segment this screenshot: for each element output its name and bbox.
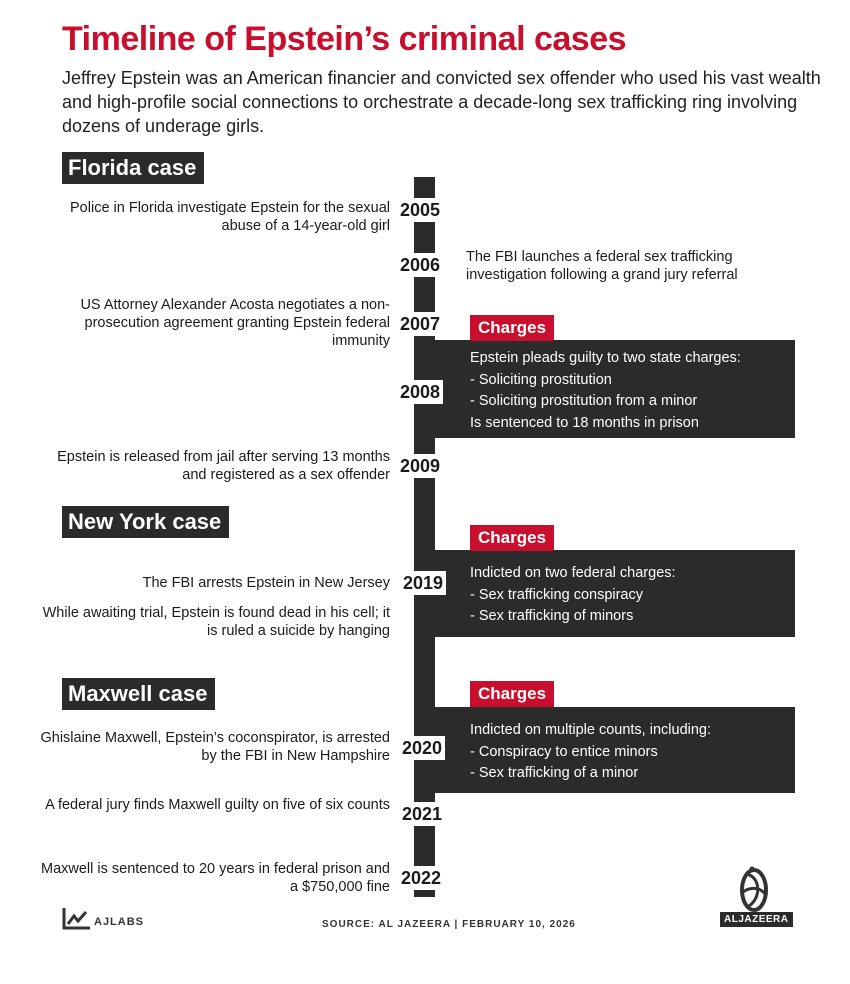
- charges-box-new-york: [422, 550, 795, 637]
- charges-line: Indicted on multiple counts, including:: [470, 722, 712, 738]
- year-label-2022: 2022: [398, 866, 444, 890]
- section-florida-case: Florida case: [62, 152, 204, 184]
- event-2022-text: Maxwell is sentenced to 20 years in federal prison and a $750,000 fine: [41, 861, 390, 895]
- section-new-york-case: New York case: [62, 506, 229, 538]
- event-2019-death-text: While awaiting trial, Epstein is found dead in his cell; it is ruled a suicide by hanging: [42, 605, 390, 639]
- bottom-margin: [0, 972, 850, 984]
- source-line: SOURCE: AL JAZEERA | FEBRUARY 10, 2026: [322, 919, 576, 930]
- aljazeera-brand: ALJAZEERA: [720, 912, 793, 927]
- event-2019-arrest-text: The FBI arrests Epstein in New Jersey: [142, 575, 390, 591]
- charges-tag-maxwell: Charges: [470, 681, 554, 707]
- charges-line: Indicted on two federal charges:: [470, 565, 676, 581]
- charges-tag-florida: Charges: [470, 315, 554, 341]
- section-maxwell-case: Maxwell case: [62, 678, 215, 710]
- charges-line: - Soliciting prostitution: [470, 371, 612, 388]
- aljazeera-logo-icon: [721, 864, 787, 914]
- year-label-2021: 2021: [399, 802, 445, 826]
- charges-line: - Sex trafficking of a minor: [470, 765, 639, 781]
- event-2007-text: US Attorney Alexander Acosta negotiates a non-prosecution agreement granting Epstein federal immunity: [80, 297, 390, 349]
- year-label-2007: 2007: [397, 312, 443, 336]
- year-label-2009: 2009: [397, 454, 443, 478]
- page-title: Timeline of Epstein’s criminal cases: [62, 20, 627, 58]
- charges-box-florida: [422, 340, 795, 438]
- ajlabs-logo-icon: [62, 906, 92, 930]
- charges-box-maxwell: [422, 707, 795, 793]
- ajlabs-label: AJLABS: [94, 916, 145, 928]
- event-2005-text: Police in Florida investigate Epstein for the sexual abuse of a 14-year-old girl: [70, 200, 390, 234]
- event-2009-text: Epstein is released from jail after serving 13 months and registered as a sex offender: [57, 449, 390, 483]
- charges-line: - Sex trafficking conspiracy: [470, 586, 643, 603]
- event-2020-text: Ghislaine Maxwell, Epstein’s coconspirator, is arrested by the FBI in New Hampshire: [40, 730, 390, 764]
- charges-line: - Sex trafficking of minors: [470, 608, 634, 624]
- year-label-2008: 2008: [397, 380, 443, 404]
- charges-tag-new-york: Charges: [470, 525, 554, 551]
- year-label-2005: 2005: [397, 198, 443, 222]
- charges-line: - Conspiracy to entice minors: [470, 743, 658, 760]
- event-2021-text: A federal jury finds Maxwell guilty on five of six counts: [45, 797, 390, 813]
- charges-line: Is sentenced to 18 months in prison: [470, 414, 699, 431]
- charges-line: - Soliciting prostitution from a minor: [470, 393, 698, 409]
- year-label-2006: 2006: [397, 253, 443, 277]
- page-subtitle: Jeffrey Epstein was an American financier and convicted sex offender who used his vast wealth and high-profile social connections to orchestrate a decade-long sex trafficking ring involving dozens of underage girls.: [62, 68, 821, 136]
- year-label-2019: 2019: [400, 571, 446, 595]
- charges-line: Epstein pleads guilty to two state charges:: [470, 350, 741, 366]
- year-label-2020: 2020: [399, 736, 445, 760]
- event-2006-text: The FBI launches a federal sex trafficking investigation following a grand jury referral: [466, 249, 738, 283]
